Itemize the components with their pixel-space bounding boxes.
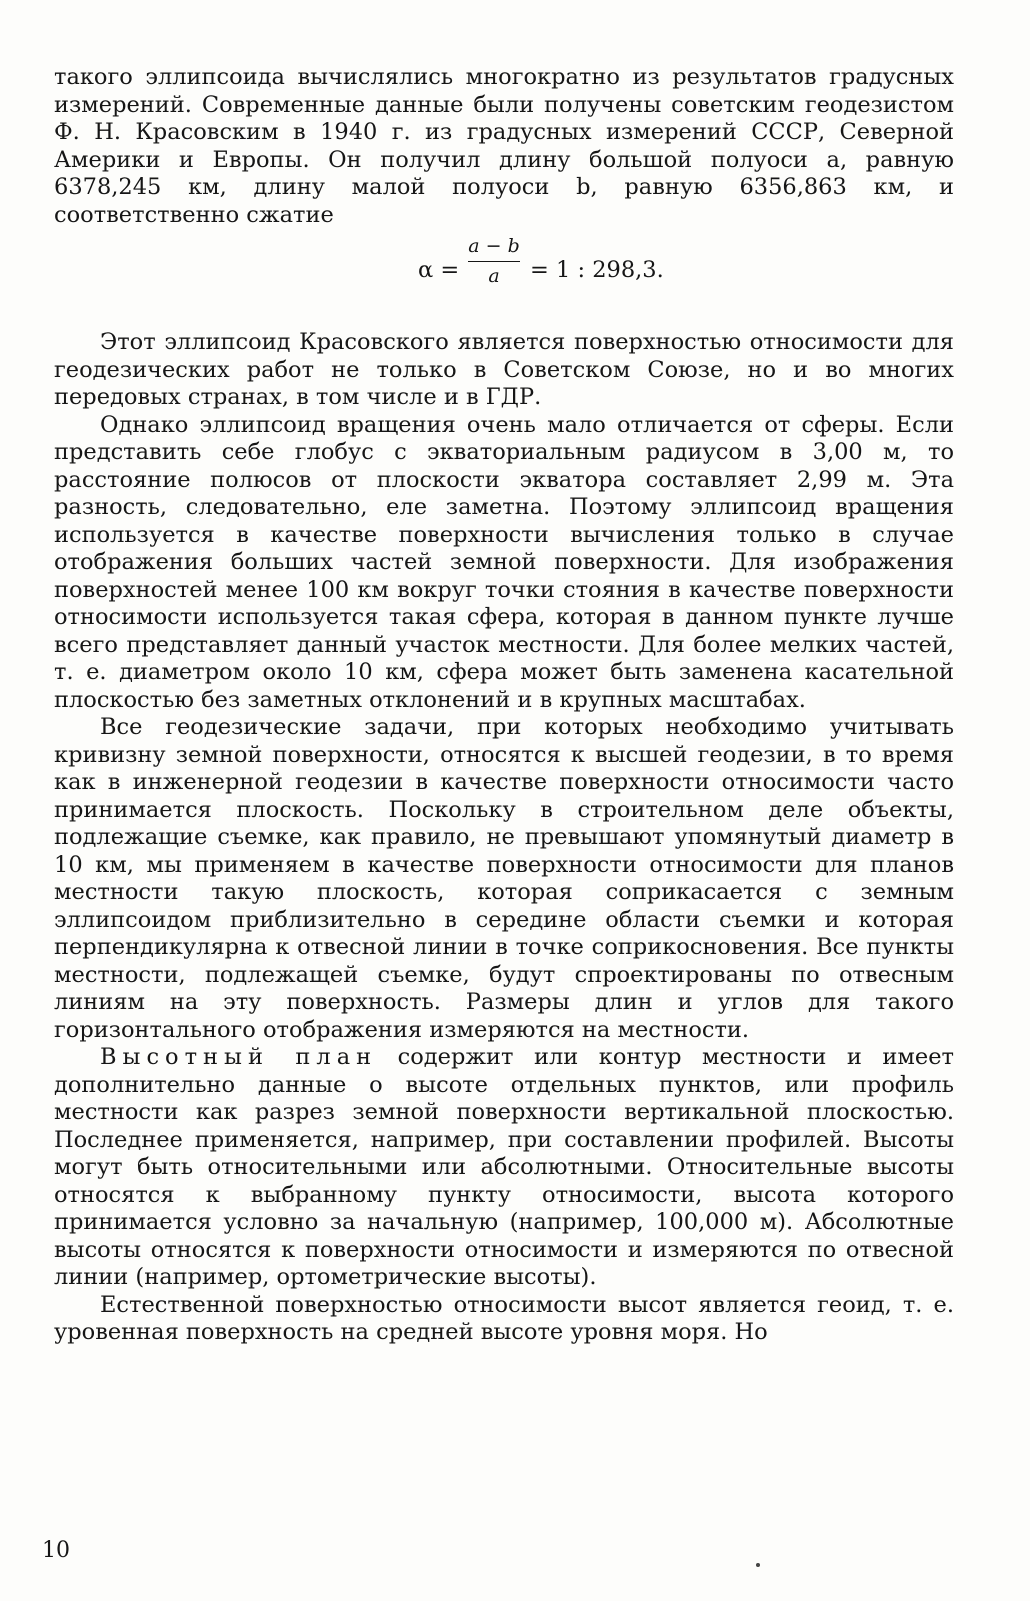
print-speck	[756, 1563, 760, 1567]
paragraph-2: Этот эллипсоид Красовского является поверхностью относимости для геодезических работ не только в Советском Союзе, но и во многих передовых странах, в том числе и в ГДР.	[54, 329, 954, 410]
formula-lhs: α =	[418, 257, 460, 283]
formula-rhs: = 1 : 298,3.	[530, 257, 664, 283]
formula-denominator: a	[488, 265, 500, 287]
flattening-formula	[54, 235, 954, 315]
page-number: 10	[42, 1538, 70, 1563]
paragraph-1: такого эллипсоида вычислялись многократно из результатов градусных измерений. Современные данные были получены советским геодезистом Ф. Н. Красовским в 1940 г. из градусных измерений СССР, Северной Америки и Европы. Он получил длину большой полуоси a, равную 6378,245 км, длину малой полуоси b, равную 6356,863 км, и соответственно сжатие	[54, 64, 954, 228]
formula-numerator: a − b	[468, 235, 520, 257]
paragraph-5-body: содержит или контур местности и имеет дополнительно данные о высоте отдельных пунктов, или профиль местности как разрез земной поверхности вертикальной плоскостью. Последнее применяется, например, при составлении профилей. Высоты могут быть относительными или абсолютными. Относительные высоты относятся к выбранному пункту относимости, высота которого принимается условно за начальную (например, 100,000 м). Абсолютные высоты относятся к поверхности относимости и измеряются по отвесной линии (например, ортометрические высоты).	[54, 1044, 954, 1290]
paragraph-4: Все геодезические задачи, при которых необходимо учитывать кривизну земной поверхности, относятся к высшей геодезии, в то время как в инженерной геодезии в качестве поверхности относимости часто принимается плоскость. Поскольку в строительном деле объекты, подлежащие съемке, как правило, не превышают упомянутый диаметр в 10 км, мы применяем в качестве поверхности относимости для планов местности такую плоскость, которая соприкасается с земным эллипсоидом приблизительно в середине области съемки и которая перпендикулярна к отвесной линии в точке соприкосновения. Все пункты местности, подлежащей съемке, будут спроектированы по отвесным линиям на эту поверхность. Размеры длин и углов для такого горизонтального отображения измеряются на местности.	[54, 714, 954, 1043]
paragraph-3: Однако эллипсоид вращения очень мало отличается от сферы. Если представить себе глобус с экваториальным радиусом в 3,00 м, то расстояние полюсов от плоскости экватора составляет 2,99 м. Эта разность, следовательно, еле заметна. Поэтому эллипсоид вращения используется в качестве поверхности вычисления только в случае отображения больших частей земной поверхности. Для изображения поверхностей менее 100 км вокруг точки стояния в качестве поверхности относимости используется такая сфера, которая в данном пункте лучше всего представляет данный участок местности. Для более мелких частей, т. е. диаметром около 10 км, сфера может быть заменена касательной плоскостью без заметных отклонений и в крупных масштабах.	[54, 411, 954, 713]
term-vysotny-plan: Высотный план	[100, 1044, 378, 1070]
formula-fraction	[466, 235, 522, 287]
fraction-bar	[468, 261, 520, 262]
paragraph-5	[54, 1044, 954, 1292]
text-column	[54, 64, 954, 1347]
paragraph-6: Естественной поверхностью относимости высот является геоид, т. е. уровенная поверхность на средней высоте уровня моря. Но	[54, 1291, 954, 1345]
